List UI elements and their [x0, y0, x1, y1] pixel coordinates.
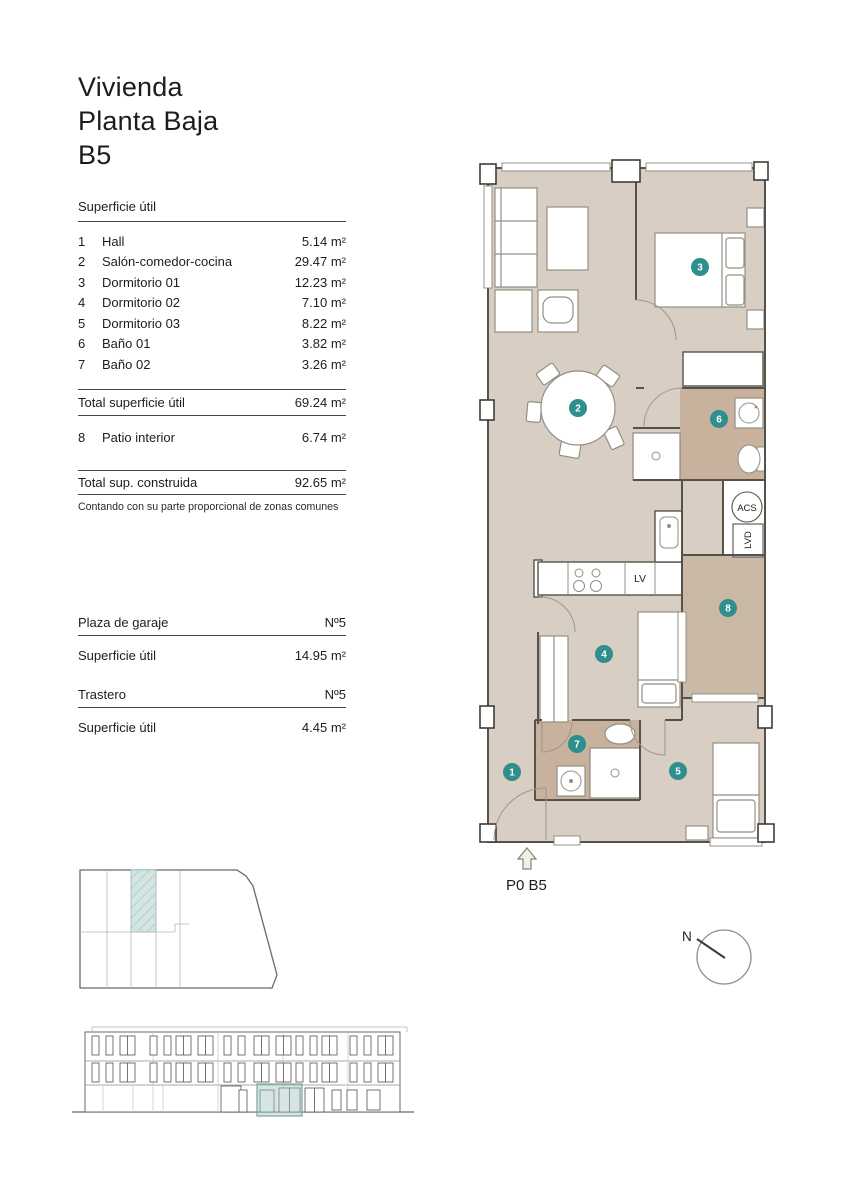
dishwasher-label: LV [633, 573, 647, 585]
common-zones-note: Contando con su parte proporcional de zonas comunes [78, 501, 339, 513]
highlighted-unit [131, 870, 156, 932]
svg-text:6: 6 [716, 414, 722, 426]
elevation-highlighted-unit [257, 1084, 302, 1116]
garage-surface-row: Superficie útil 14.95 m² [78, 648, 346, 663]
storage-surface-row: Superficie útil 4.45 m² [78, 720, 346, 735]
room-marker-7 [568, 735, 586, 753]
room-marker-4 [595, 645, 613, 663]
closet [683, 352, 763, 386]
lvd-label: LVD [743, 531, 754, 549]
table-row: 1 Hall 5.14 m² [78, 233, 346, 249]
site-plan [70, 860, 300, 1005]
table-row: 5 Dormitorio 03 8.22 m² [78, 315, 346, 331]
floor-plan-drawing [470, 150, 800, 895]
room-marker-2 [569, 399, 587, 417]
svg-text:1: 1 [509, 767, 515, 779]
title-line-3: B5 [78, 140, 112, 170]
svg-text:4: 4 [601, 649, 607, 661]
svg-text:3: 3 [697, 262, 703, 274]
table-row: 4 Dormitorio 02 7.10 m² [78, 295, 346, 311]
page-title [78, 70, 218, 172]
surface-table-rows [78, 231, 346, 375]
table-row: 7 Baño 02 3.26 m² [78, 356, 346, 372]
svg-text:2: 2 [575, 403, 581, 415]
acs-label: ACS [737, 503, 757, 514]
room-marker-3 [691, 258, 709, 276]
total-useful-surface: Total superficie útil 69.24 m² [78, 389, 346, 416]
compass-needle [697, 939, 725, 958]
building-elevation [58, 1020, 428, 1145]
title-line-1: Vivienda [78, 72, 183, 102]
north-compass [672, 912, 772, 1007]
svg-text:7: 7 [574, 739, 580, 751]
patio-row: 8 Patio interior 6.74 m² [78, 430, 346, 446]
table-row: 6 Baño 01 3.82 m² [78, 336, 346, 352]
garage-header: Plaza de garaje Nº5 [78, 615, 346, 636]
patio-floor [683, 555, 765, 698]
room-marker-1 [503, 763, 521, 781]
table-row: 2 Salón-comedor-cocina 29.47 m² [78, 254, 346, 270]
surface-table [78, 199, 346, 513]
entry-arrow-icon [518, 848, 536, 869]
north-label: N [682, 929, 692, 944]
table-row: 3 Dormitorio 01 12.23 m² [78, 274, 346, 290]
storage-header: Trastero Nº5 [78, 687, 346, 708]
room-marker-8 [719, 599, 737, 617]
total-built-surface: Total sup. construida 92.65 m² [78, 470, 346, 495]
room-marker-6 [710, 410, 728, 428]
surface-table-header: Superficie útil [78, 199, 346, 222]
garage-storage-block [78, 615, 346, 735]
unit-label: P0 B5 [506, 877, 547, 894]
title-line-2: Planta Baja [78, 106, 219, 136]
svg-text:8: 8 [725, 603, 731, 615]
svg-text:5: 5 [675, 766, 681, 778]
site-outline [80, 870, 277, 988]
installations [732, 492, 763, 557]
room-marker-5 [669, 762, 687, 780]
